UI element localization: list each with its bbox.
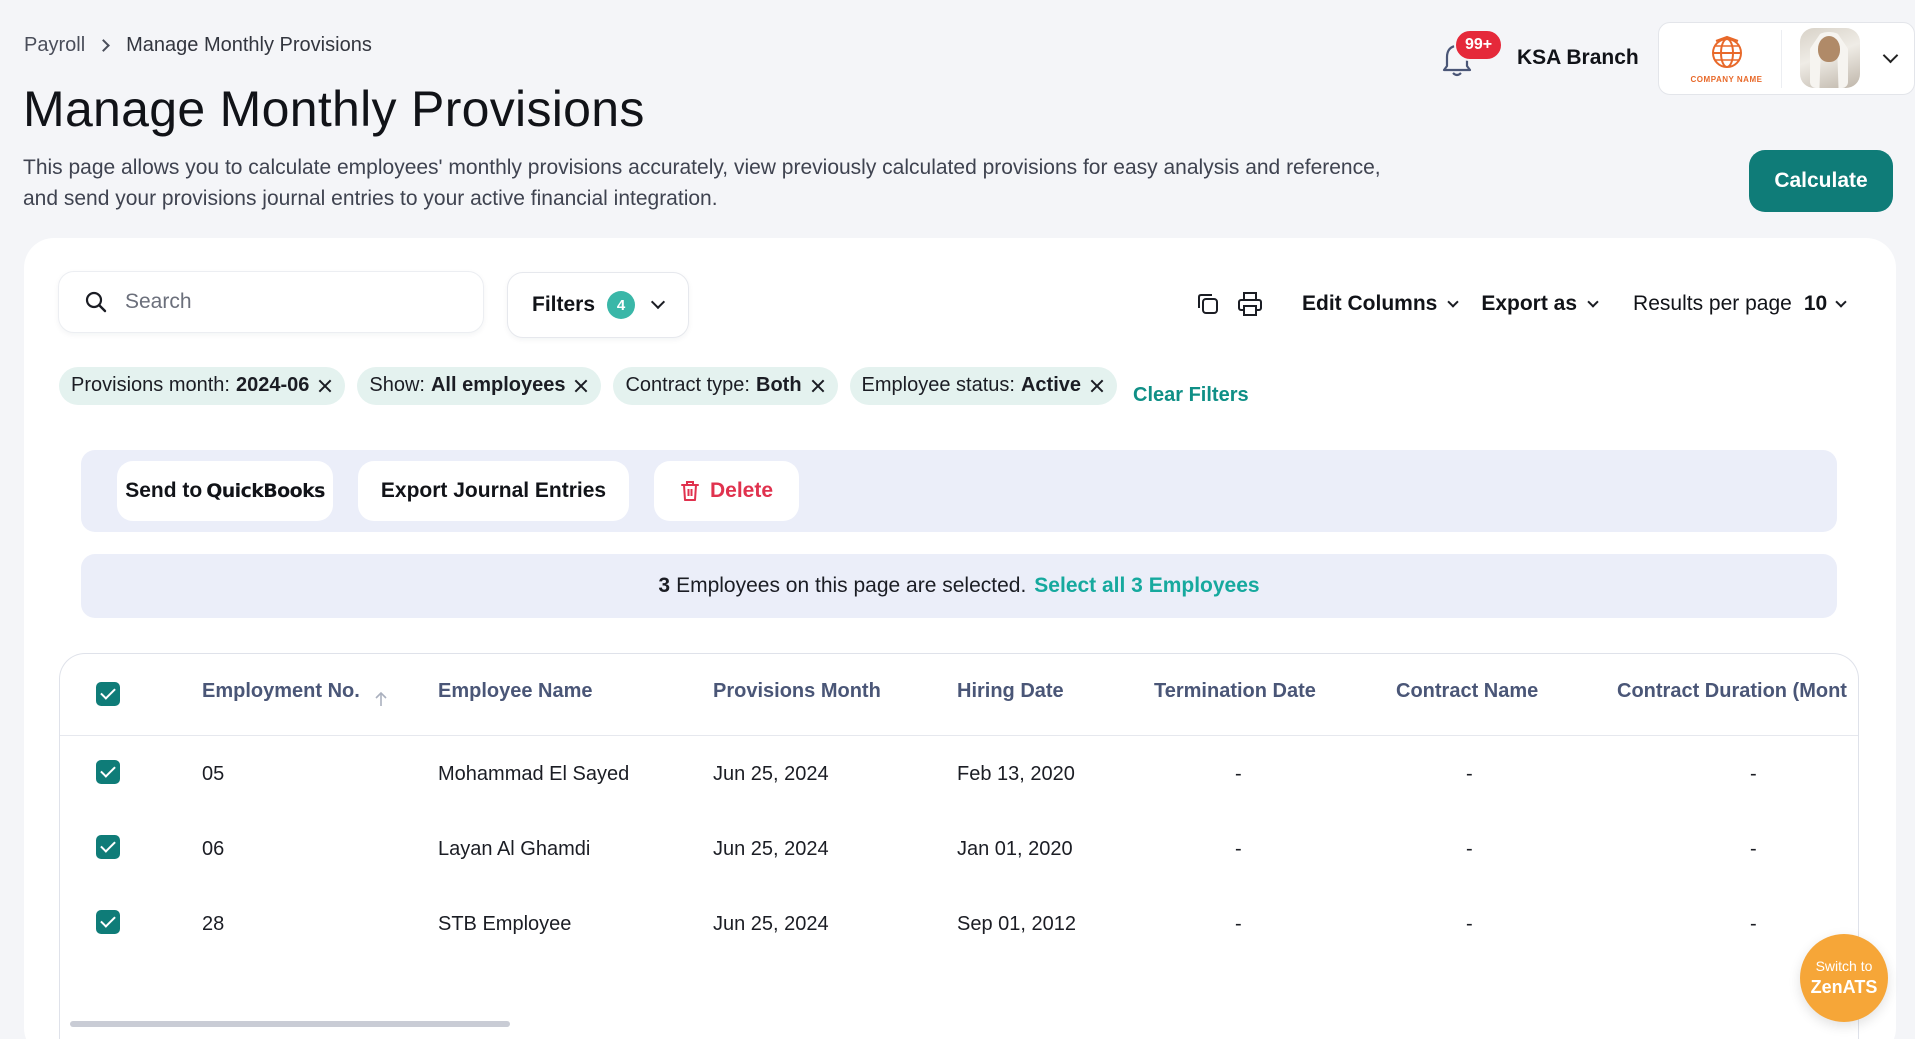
export-as-label: Export as xyxy=(1481,292,1578,315)
column-header-hiring-date[interactable]: Hiring Date xyxy=(957,680,1064,702)
cell-termination-date: - xyxy=(1235,913,1242,935)
column-header-employment-no[interactable]: Employment No. xyxy=(202,680,360,702)
send-to-quickbooks-button[interactable] xyxy=(117,461,333,521)
close-icon[interactable] xyxy=(1089,378,1105,394)
cell-hiring-date: Jan 01, 2020 xyxy=(957,838,1073,860)
cell-provisions-month: Jun 25, 2024 xyxy=(713,913,829,935)
cell-employee-name: Layan Al Ghamdi xyxy=(438,838,591,860)
chevron-down-icon xyxy=(1836,296,1847,307)
chip-label: Employee status: xyxy=(861,374,1015,396)
filters-count-badge: 4 xyxy=(607,291,635,319)
cell-contract-duration: - xyxy=(1750,763,1757,785)
filters-button[interactable] xyxy=(507,272,689,338)
cell-termination-date: - xyxy=(1235,838,1242,860)
filter-chip-employee-status xyxy=(850,367,1117,405)
print-icon[interactable] xyxy=(1236,290,1264,318)
trash-icon xyxy=(680,480,700,502)
close-icon[interactable] xyxy=(317,378,333,394)
results-per-page-value: 10 xyxy=(1803,292,1828,315)
notification-badge: 99+ xyxy=(1454,29,1503,61)
filter-chip-show xyxy=(357,367,601,405)
cell-contract-name: - xyxy=(1466,838,1473,860)
active-filter-chips xyxy=(59,364,1249,407)
cell-termination-date: - xyxy=(1235,763,1242,785)
switch-to-zenats-button[interactable] xyxy=(1800,934,1888,1022)
breadcrumb-current: Manage Monthly Provisions xyxy=(126,34,372,56)
cell-hiring-date: Sep 01, 2012 xyxy=(957,913,1076,935)
column-header-provisions-month[interactable]: Provisions Month xyxy=(713,680,881,702)
breadcrumb xyxy=(24,34,372,57)
close-icon[interactable] xyxy=(810,378,826,394)
breadcrumb-payroll-link[interactable]: Payroll xyxy=(24,34,86,56)
cell-employment-no: 05 xyxy=(202,763,225,785)
search-box[interactable] xyxy=(58,271,484,333)
clear-filters-link[interactable]: Clear Filters xyxy=(1133,384,1249,406)
chevron-down-icon xyxy=(1587,296,1598,307)
column-header-employee-name[interactable]: Employee Name xyxy=(438,680,593,702)
chip-label: Show: xyxy=(369,374,425,396)
select-all-link[interactable]: Select all 3 Employees xyxy=(1034,574,1260,597)
filters-label: Filters xyxy=(532,293,596,316)
user-avatar[interactable] xyxy=(1800,28,1860,88)
chevron-down-icon xyxy=(1448,296,1459,307)
company-logo xyxy=(1672,30,1782,88)
search-input[interactable] xyxy=(125,290,445,314)
row-checkbox[interactable] xyxy=(96,910,120,934)
cell-hiring-date: Feb 13, 2020 xyxy=(957,763,1075,785)
zenats-line1: Switch to xyxy=(1815,958,1873,974)
cell-employment-no: 06 xyxy=(202,838,225,860)
send-to-label: Send to xyxy=(125,479,203,502)
cell-provisions-month: Jun 25, 2024 xyxy=(713,763,829,785)
page-description: This page allows you to calculate employees' monthly provisions accurately, view previously calculated provisions for easy analysis and reference, and send your provisions journal entries to your active financial integration. xyxy=(23,156,1381,210)
calculate-button[interactable]: Calculate xyxy=(1749,150,1893,212)
table-header xyxy=(60,654,1858,736)
chip-value: All employees xyxy=(430,374,566,396)
selection-notice xyxy=(81,554,1837,618)
cell-contract-name: - xyxy=(1466,763,1473,785)
column-header-contract-duration[interactable]: Contract Duration (Mont xyxy=(1617,680,1847,702)
cell-contract-duration: - xyxy=(1750,913,1757,935)
cell-contract-duration: - xyxy=(1750,838,1757,860)
branch-name[interactable]: KSA Branch xyxy=(1517,46,1639,69)
close-icon[interactable] xyxy=(573,378,589,394)
filter-chip-provisions-month xyxy=(59,367,345,405)
selection-message: Employees on this page are selected. xyxy=(676,574,1027,597)
chevron-right-icon xyxy=(97,39,110,52)
cell-employee-name: Mohammad El Sayed xyxy=(438,763,630,785)
chip-label: Provisions month: xyxy=(71,374,230,396)
chip-label: Contract type: xyxy=(625,374,750,396)
row-checkbox[interactable] xyxy=(96,760,120,784)
select-all-checkbox[interactable] xyxy=(96,682,120,706)
cell-contract-name: - xyxy=(1466,913,1473,935)
edit-columns-dropdown[interactable] xyxy=(1302,292,1457,316)
selected-count: 3 xyxy=(658,574,671,597)
chip-value: 2024-06 xyxy=(235,374,310,396)
bulk-actions-bar xyxy=(81,450,1837,532)
column-header-termination-date[interactable]: Termination Date xyxy=(1154,680,1316,702)
zenats-line2: ZenATS xyxy=(1810,977,1878,997)
sort-arrow-icon[interactable] xyxy=(374,691,388,707)
globe-icon xyxy=(1708,35,1746,71)
delete-button[interactable] xyxy=(654,461,799,521)
table-tools xyxy=(1194,290,1845,318)
provisions-table xyxy=(59,653,1859,1039)
column-header-contract-name[interactable]: Contract Name xyxy=(1396,680,1539,702)
export-as-dropdown[interactable] xyxy=(1481,292,1597,316)
cell-employment-no: 28 xyxy=(202,913,225,935)
search-icon xyxy=(85,291,107,313)
chevron-down-icon xyxy=(651,295,665,309)
edit-columns-label: Edit Columns xyxy=(1302,292,1438,315)
row-checkbox[interactable] xyxy=(96,835,120,859)
copy-icon[interactable] xyxy=(1194,290,1222,318)
cell-provisions-month: Jun 25, 2024 xyxy=(713,838,829,860)
export-journal-entries-button[interactable]: Export Journal Entries xyxy=(358,461,629,521)
company-logo-text: COMPANY NAME xyxy=(1690,74,1763,84)
results-per-page-select[interactable] xyxy=(1633,292,1845,316)
results-per-page-label: Results per page xyxy=(1633,292,1792,315)
quickbooks-logo-text: QuickBooks xyxy=(206,480,325,502)
chip-value: Both xyxy=(756,374,802,396)
delete-label: Delete xyxy=(709,479,774,502)
chip-value: Active xyxy=(1020,374,1081,396)
filter-chip-contract-type xyxy=(613,367,837,405)
cell-employee-name: STB Employee xyxy=(438,913,572,935)
horizontal-scrollbar[interactable] xyxy=(70,1021,510,1027)
page-title: Manage Monthly Provisions xyxy=(23,81,645,137)
